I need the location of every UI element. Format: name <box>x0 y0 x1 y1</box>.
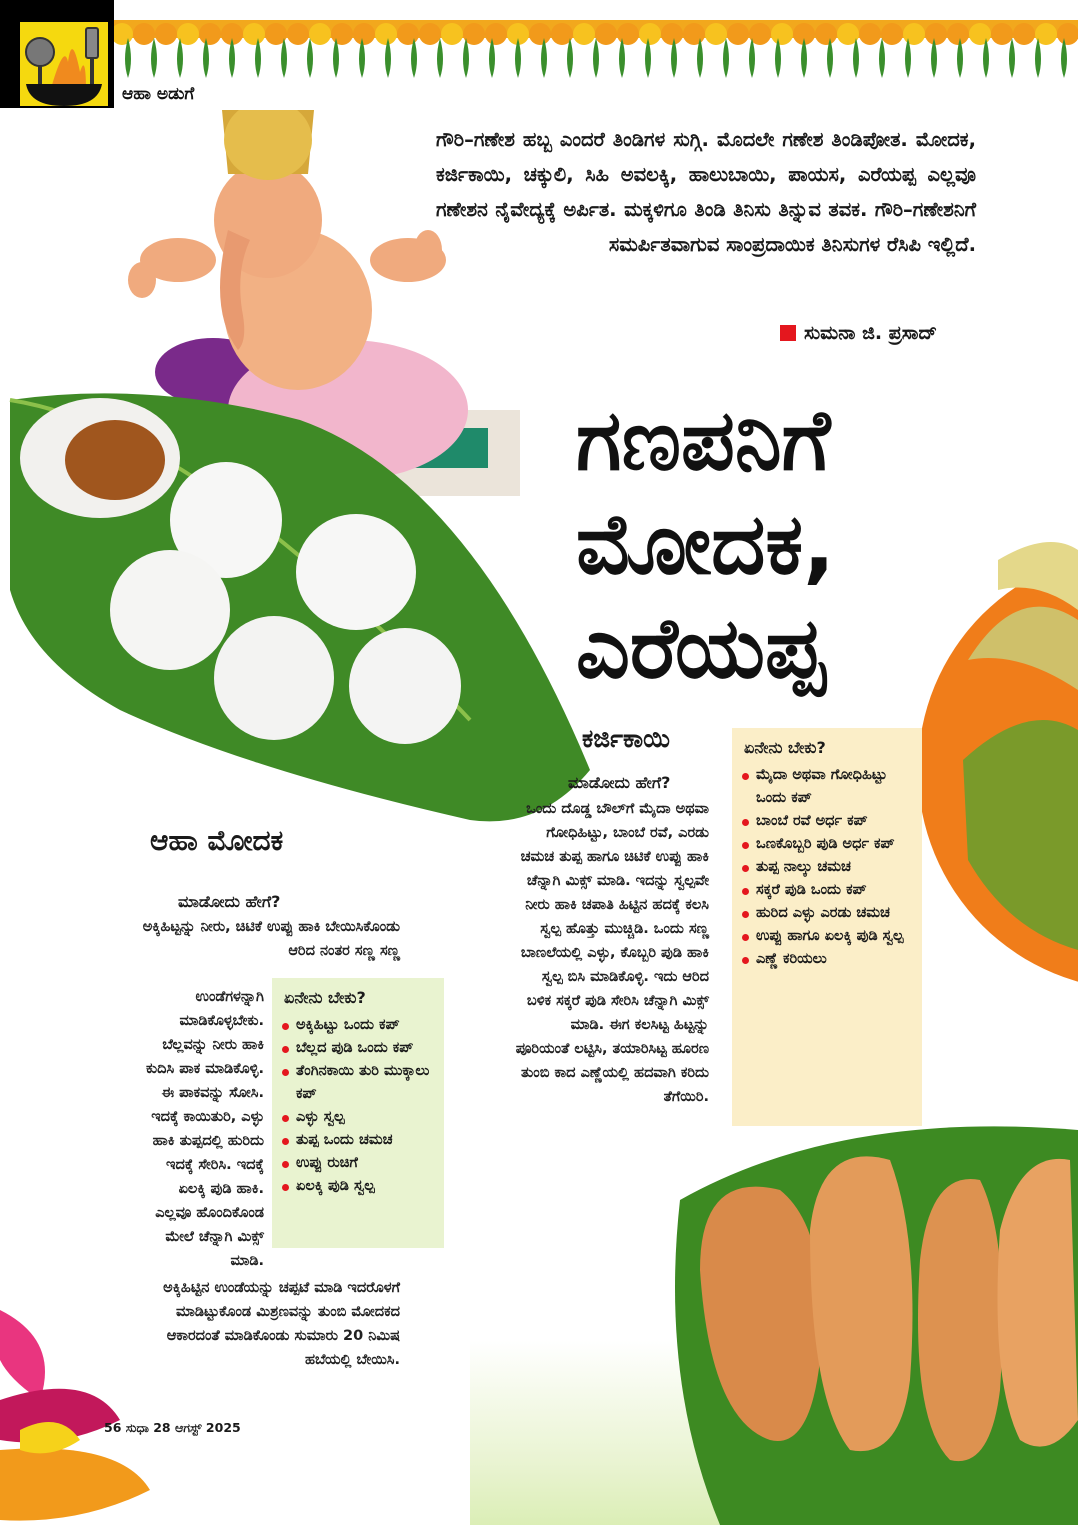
modaka-method-label: ಮಾಡೋದು ಹೇಗೆ? <box>178 892 281 911</box>
list-item: ಎಣ್ಣೆ ಕರಿಯಲು <box>742 948 914 971</box>
flower-decoration <box>0 1300 150 1525</box>
list-item: ಉಪ್ಪು ಹಾಗೂ ಏಲಕ್ಕಿ ಪುಡಿ ಸ್ವಲ್ಪ <box>742 925 914 948</box>
list-item: ಒಣಕೊಬ್ಬರಿ ಪುಡಿ ಅರ್ಧ ಕಪ್ <box>742 833 914 856</box>
modaka-method-text-3: ಅಕ್ಕಿಹಿಟ್ಟಿನ ಉಂಡೆಯನ್ನು ಚಪ್ಪಟೆ ಮಾಡಿ ಇದರೊಳಗೆ ಮಾಡಿಟ್ಟುಕೊಂಡ ಮಿಶ್ರಣವನ್ನು ತುಂಬಿ ಮೋದಕದ ಆಕಾರದಂತೆ ಮಾಡಿಕೊಂಡು ಸುಮಾರು 20 ನಿಮಿಷ ಹಬೆಯಲ್ಲಿ ಬೇಯಿಸಿ. <box>163 1280 400 1368</box>
list-item: ಉಪ್ಪು ರುಚಿಗೆ <box>282 1152 436 1175</box>
modaka-ingredients-heading: ಏನೇನು ಬೇಕು? <box>284 988 366 1007</box>
byline <box>780 322 937 344</box>
cooking-utensils-icon <box>20 22 108 106</box>
list-item: ತುಪ್ಪ ನಾಲ್ಕು ಚಮಚ <box>742 856 914 879</box>
modaka-ingredients-list <box>272 1014 444 1198</box>
list-item: ಬೆಲ್ಲದ ಪುಡಿ ಒಂದು ಕಪ್ <box>282 1037 436 1060</box>
list-item: ಏಲಕ್ಕಿ ಪುಡಿ ಸ್ವಲ್ಪ <box>282 1175 436 1198</box>
section-logo <box>0 0 114 108</box>
list-item: ಅಕ್ಕಿಹಿಟ್ಟು ಒಂದು ಕಪ್ <box>282 1014 436 1037</box>
karjikai-ingredients-box <box>732 728 922 1126</box>
karjikai-method-text: ಒಂದು ದೊಡ್ಡ ಬೌಲ್‌ಗೆ ಮೈದಾ ಅಥವಾ ಗೋಧಿಹಿಟ್ಟು, ಬಾಂಬೆ ರವೆ, ಎರಡು ಚಮಚ ತುಪ್ಪ ಹಾಗೂ ಚಿಟಿಕೆ ಉಪ್ಪು ಹಾಕಿ ಚೆನ್ನಾಗಿ ಮಿಕ್ಸ್ ಮಾಡಿ. ಇದನ್ನು ಸ್ವಲ್ಪವೇ ನೀರು ಹಾಕಿ ಚಪಾತಿ ಹಿಟ್ಟಿನ ಹದಕ್ಕೆ ಕಲಸಿ ಸ್ವಲ್ಪ ಹೊತ್ತು ಮುಚ್ಚಿಡಿ. ಒಂದು ಸಣ್ಣ ಬಾಣಲೆಯಲ್ಲಿ ಎಳ್ಳು, ಕೊಬ್ಬರಿ ಪುಡಿ ಹಾಕಿ ಸ್ವಲ್ಪ ಬಿಸಿ ಮಾಡಿಕೊಳ್ಳಿ. ಇದು ಆರಿದ ಬಳಿಕ ಸಕ್ಕರೆ ಪುಡಿ ಸೇರಿಸಿ ಚೆನ್ನಾಗಿ ಮಿಕ್ಸ್ ಮಾಡಿ. ಈಗ ಕಲಸಿಟ್ಟ ಹಿಟ್ಟನ್ನು ಪೂರಿಯಂತೆ ಲಟ್ಟಿಸಿ, ತಯಾರಿಸಿಟ್ಟ ಹೂರಣ ತುಂಬಿ ಕಾದ ಎಣ್ಣೆಯಲ್ಲಿ ಹದವಾಗಿ ಕರಿದು ತೆಗೆಯಿರಿ. <box>515 801 709 1105</box>
list-item: ಬಾಂಬೆ ರವೆ ಅರ್ಧ ಕಪ್ <box>742 810 914 833</box>
red-square-marker <box>780 325 796 341</box>
banana-leaf-plate-image <box>908 530 1078 1010</box>
list-item: ತೆಂಗಿನಕಾಯಿ ತುರಿ ಮುಕ್ಕಾಲು ಕಪ್ <box>282 1060 436 1106</box>
list-item: ಎಳ್ಳು ಸ್ವಲ್ಪ <box>282 1106 436 1129</box>
list-item: ಮೈದಾ ಅಥವಾ ಗೋಧಿಹಿಟ್ಟು ಒಂದು ಕಪ್ <box>742 764 914 810</box>
marigold-garland <box>114 20 1078 84</box>
page-title: ಗಣಪನಿಗೆ ಮೋದಕ, ಎರೆಯಪ್ಪ <box>576 391 836 697</box>
karjikai-method-label: ಮಾಡೋದು ಹೇಗೆ? <box>568 773 671 792</box>
issue-date: 28 ಆಗಸ್ಟ್ 2025 <box>153 1420 241 1435</box>
karjikai-plate-image <box>660 1120 1078 1525</box>
section-label: ಆಹಾ ಅಡುಗೆ <box>122 84 195 104</box>
page-footer <box>104 1420 241 1436</box>
list-item: ಹುರಿದ ಎಳ್ಳು ಎರಡು ಚಮಚ <box>742 902 914 925</box>
page-number: 56 <box>104 1420 122 1435</box>
lead-paragraph: ಗೌರಿ–ಗಣೇಶ ಹಬ್ಬ ಎಂದರೆ ತಿಂಡಿಗಳ ಸುಗ್ಗಿ. ಮೊದಲೇ ಗಣೇಶ ತಿಂಡಿಪೋತ. ಮೋದಕ, ಕರ್ಜಿಕಾಯಿ, ಚಕ್ಕುಲಿ, ಸಿಹಿ ಅವಲಕ್ಕಿ, ಹಾಲುಬಾಯಿ, ಪಾಯಸ, ಎರೆಯಪ್ಪ ಎಲ್ಲವೂ ಗಣೇಶನ ನೈವೇದ್ಯಕ್ಕೆ ಅರ್ಪಿತ. ಮಕ್ಕಳಿಗೂ ತಿಂಡಿ ತಿನಿಸು ತಿನ್ನುವ ತವಕ. ಗೌರಿ–ಗಣೇಶನಿಗೆ ಸಮರ್ಪಿತವಾಗುವ ಸಾಂಪ್ರದಾಯಿಕ ತಿನಿಸುಗಳ ರೆಸಿಪಿ ಇಲ್ಲಿದೆ. <box>436 128 976 256</box>
list-item: ಸಕ್ಕರೆ ಪುಡಿ ಒಂದು ಕಪ್ <box>742 879 914 902</box>
karjikai-ingredients-list <box>732 764 922 971</box>
list-item: ತುಪ್ಪ ಒಂದು ಚಮಚ <box>282 1129 436 1152</box>
modaka-method-text-1: ಅಕ್ಕಿಹಿಟ್ಟನ್ನು ನೀರು, ಚಿಟಿಕೆ ಉಪ್ಪು ಹಾಕಿ ಬೇಯಿಸಿಕೊಂಡು ಆರಿದ ನಂತರ ಸಣ್ಣ ಸಣ್ಣ <box>142 919 400 959</box>
author-name: ಸುಮನಾ ಜಿ. ಪ್ರಸಾದ್ <box>804 322 937 344</box>
karjikai-ingredients-heading: ಏನೇನು ಬೇಕು? <box>744 738 826 757</box>
modaka-heading: ಆಹಾ ಮೋದಕ <box>150 824 284 857</box>
modaka-method-text-2: ಉಂಡೆಗಳನ್ನಾಗಿ ಮಾಡಿಕೊಳ್ಳಬೇಕು. ಬೆಲ್ಲವನ್ನು ನೀರು ಹಾಕಿ ಕುದಿಸಿ ಪಾಕ ಮಾಡಿಕೊಳ್ಳಿ. ಈ ಪಾಕವನ್ನು ಸೋಸಿ. ಇದಕ್ಕೆ ಕಾಯಿತುರಿ, ಎಳ್ಳು ಹಾಕಿ ತುಪ್ಪದಲ್ಲಿ ಹುರಿದು ಇದಕ್ಕೆ ಸೇರಿಸಿ. ಇದಕ್ಕೆ ಏಲಕ್ಕಿ ಪುಡಿ ಹಾಕಿ. ಎಲ್ಲವೂ ಹೊಂದಿಕೊಂಡ ಮೇಲೆ ಚೆನ್ನಾಗಿ ಮಿಕ್ಸ್ ಮಾಡಿ. <box>146 989 264 1269</box>
magazine-name: ಸುಧಾ <box>125 1420 149 1435</box>
modaka-plate-image <box>0 390 600 830</box>
karjikai-heading: ಕರ್ಜಿಕಾಯಿ <box>582 724 670 753</box>
modaka-ingredients-box <box>272 978 444 1248</box>
